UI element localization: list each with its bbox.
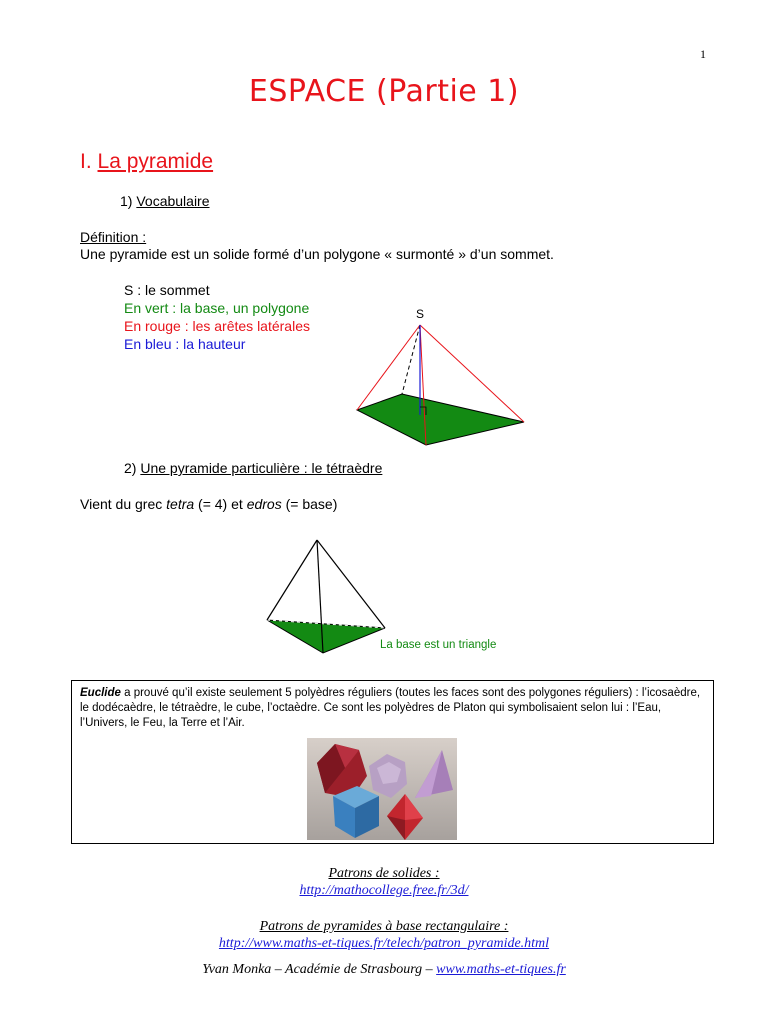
page-number: 1 [700, 47, 706, 61]
credit-link[interactable]: www.maths-et-tiques.fr [436, 962, 566, 977]
section-title: La pyramide [97, 150, 214, 173]
etymology-mid: (= 4) et [194, 496, 247, 512]
patrons-label-text: Patrons de solides : [328, 866, 440, 881]
pyramides-link-line [0, 936, 768, 952]
credit-text: Yvan Monka – Académie de Strasbourg – [202, 962, 437, 977]
vocab-heading [120, 192, 210, 210]
vocab-number: 1) [120, 193, 133, 209]
euclide-body: a prouvé qu’il existe seulement 5 polyèdres réguliers (toutes les faces sont des polygones réguliers) : l’icosaèdre, le dodécaèdre, le tétraèdre, le cube, l’octaèdre. Ce sont les polyèdres de Platon qui symbolisaient selon lui : l’Eau, l’Univers, le Feu, la Terre et l’Air. [80, 687, 701, 729]
pyramid-figure [340, 300, 540, 450]
pyramides-label-text: Patrons de pyramides à base rectangulaire : [259, 919, 509, 934]
legend-green: En vert : la base, un polygone [124, 300, 310, 316]
tetra-edge-left [267, 540, 317, 620]
tetrahedron-base [267, 620, 385, 653]
legend-summit: S : le sommet [124, 282, 210, 298]
section-heading [80, 150, 213, 174]
sub2-title: Une pyramide particulière : le tétraèdre [140, 460, 383, 476]
tetrahedron-caption: La base est un triangle [380, 639, 497, 651]
sub2-number: 2) [124, 460, 137, 476]
tetra-edge-right [317, 540, 385, 628]
patrons-link[interactable]: http://mathocollege.free.fr/3d/ [299, 883, 469, 898]
etymology-suffix: (= base) [281, 496, 338, 512]
etymology-prefix: Vient du grec [80, 496, 167, 512]
etymology-word1: tetra [166, 496, 195, 512]
patrons-link-line [0, 883, 768, 899]
vocab-title: Vocabulaire [136, 193, 210, 209]
euclide-name: Euclide [80, 687, 121, 699]
platonic-solids-photo [307, 738, 457, 840]
etymology [80, 495, 337, 513]
pyramides-label [0, 919, 768, 935]
page-title: ESPACE (Partie 1) [248, 74, 520, 109]
edge-sd-hidden [402, 325, 420, 394]
etymology-word2: edros [246, 496, 282, 512]
definition-label: Définition : [80, 229, 147, 245]
pyramides-link[interactable]: http://www.maths-et-tiques.fr/telech/patron_pyramide.html [218, 936, 550, 951]
pyramid-summit-label: S [416, 307, 425, 321]
euclide-text [80, 686, 708, 731]
legend-red: En rouge : les arêtes latérales [124, 318, 310, 334]
credit-line [0, 962, 768, 978]
section-number: I. [80, 150, 92, 173]
definition-text: Une pyramide est un solide formé d’un polygone « surmonté » d’un sommet. [80, 246, 554, 262]
pyramid-base [357, 394, 524, 445]
legend-blue: En bleu : la hauteur [124, 336, 246, 352]
patrons-label [0, 866, 768, 882]
sub2-heading [124, 459, 382, 477]
